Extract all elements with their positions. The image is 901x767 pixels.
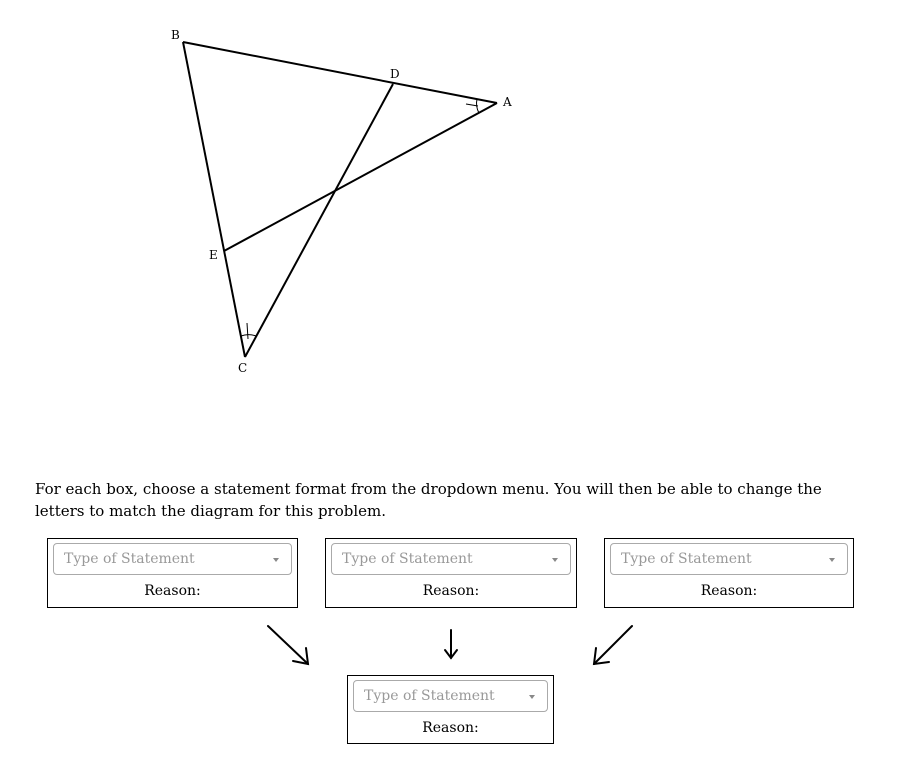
- dropdown-placeholder: Type of Statement: [342, 551, 473, 567]
- segment-AE: [224, 103, 497, 251]
- label-C: C: [238, 361, 248, 375]
- label-D: D: [390, 67, 400, 81]
- angle-tick-C: [247, 323, 248, 339]
- angle-mark-C: [241, 335, 256, 336]
- flow-arrows: [0, 615, 901, 675]
- caret-down-icon: [829, 558, 835, 562]
- reason-label: Reason:: [422, 583, 480, 599]
- statement-type-dropdown[interactable]: [353, 680, 548, 712]
- instructions-text: For each box, choose a statement format from the dropdown menu. You will then be able to change the letters to match the diagram for this problem.: [35, 480, 822, 520]
- dropdown-placeholder: Type of Statement: [364, 688, 495, 704]
- statement-type-dropdown[interactable]: [53, 543, 292, 575]
- segment-BA: [183, 42, 497, 103]
- proof-box-3: [604, 538, 854, 608]
- down-arrow-icon: [445, 630, 457, 658]
- statement-type-dropdown[interactable]: [610, 543, 848, 575]
- segment-DC: [245, 84, 393, 357]
- reason-label: Reason:: [700, 583, 758, 599]
- segment-BC: [183, 42, 245, 357]
- proof-box-conclusion: [347, 675, 554, 744]
- proof-box-2: [325, 538, 577, 608]
- statement-type-dropdown[interactable]: [331, 543, 571, 575]
- reason-label: Reason:: [144, 583, 201, 599]
- caret-down-icon: [273, 558, 279, 562]
- label-B: B: [171, 28, 180, 42]
- dropdown-placeholder: Type of Statement: [621, 551, 752, 567]
- caret-down-icon: [529, 695, 535, 699]
- reason-label: Reason:: [422, 720, 479, 736]
- down-right-arrow-icon: [268, 626, 308, 664]
- proof-box-1: [47, 538, 298, 608]
- caret-down-icon: [552, 558, 558, 562]
- down-left-arrow-icon: [594, 626, 632, 664]
- label-A: A: [503, 95, 512, 109]
- dropdown-placeholder: Type of Statement: [64, 551, 195, 567]
- label-E: E: [209, 248, 218, 262]
